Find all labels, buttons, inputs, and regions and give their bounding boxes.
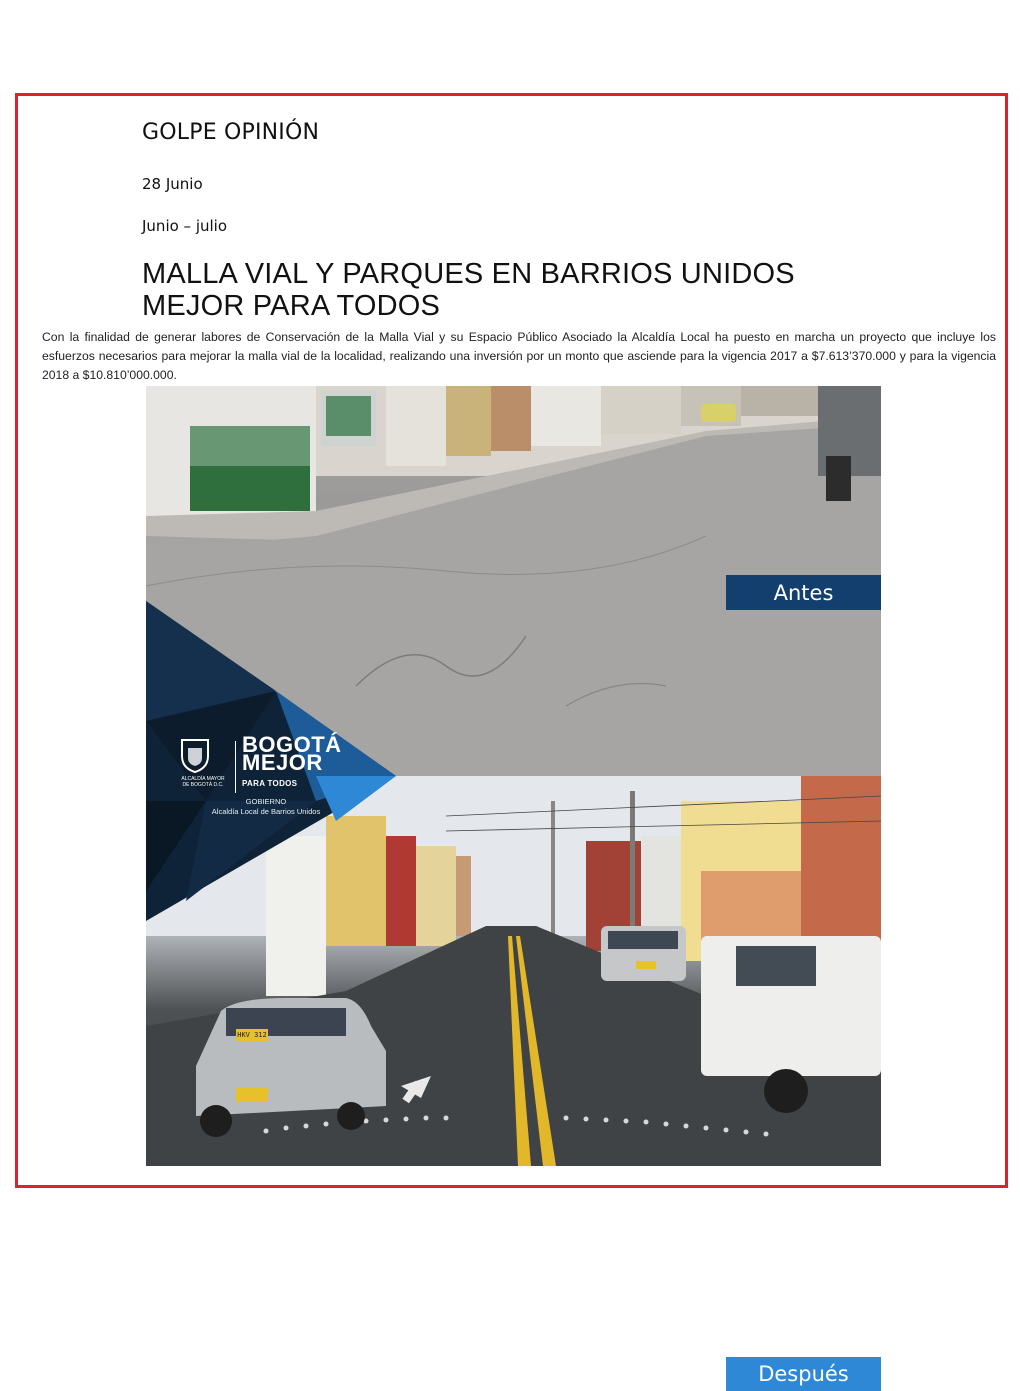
before-label: Antes <box>726 575 881 610</box>
logo-word-bogota: BOGOTÁ <box>242 732 342 757</box>
period-line: Junio – julio <box>142 217 228 235</box>
logo-government <box>206 797 326 817</box>
logo-divider <box>235 741 236 793</box>
license-plate: HKV 312 <box>237 1031 267 1039</box>
logo-seal-text <box>168 776 238 788</box>
logo-seal-line-2: DE BOGOTÁ D.C. <box>182 782 224 788</box>
coat-of-arms-icon <box>180 738 210 774</box>
headline-line-1: MALLA VIAL Y PARQUES EN BARRIOS UNIDOS <box>142 258 795 290</box>
date-line: 28 Junio <box>142 175 203 193</box>
section-kicker: GOLPE OPINIÓN <box>142 120 320 145</box>
logo-gov-line-1: GOBIERNO <box>245 797 287 806</box>
logo-tagline: PARA TODOS <box>242 779 298 788</box>
logo-wordmark <box>242 732 342 775</box>
after-label: Después <box>726 1357 881 1391</box>
logo-gov-line-2: Alcaldía Local de Barrios Unidos <box>211 807 321 816</box>
article-body: Con la finalidad de generar labores de Conservación de la Malla Vial y su Espacio Público Asociado la Alcaldía Local ha puesto en marcha un proyecto que incluye los esfuerzos necesarios para mejorar la malla vial de la localidad, realizando una inversión por un monto que asciende para la vigencia 2017 a $7.613’370.000 y para la vigencia 2018 a $10.810’000.000. <box>42 330 996 382</box>
logo-seal-line-1: ALCALDÍA MAYOR <box>181 776 225 782</box>
before-after-photo <box>146 386 881 1386</box>
headline-line-2: MEJOR PARA TODOS <box>142 290 441 322</box>
article-headline <box>142 258 862 322</box>
logo-word-mejor: MEJOR <box>242 750 323 775</box>
